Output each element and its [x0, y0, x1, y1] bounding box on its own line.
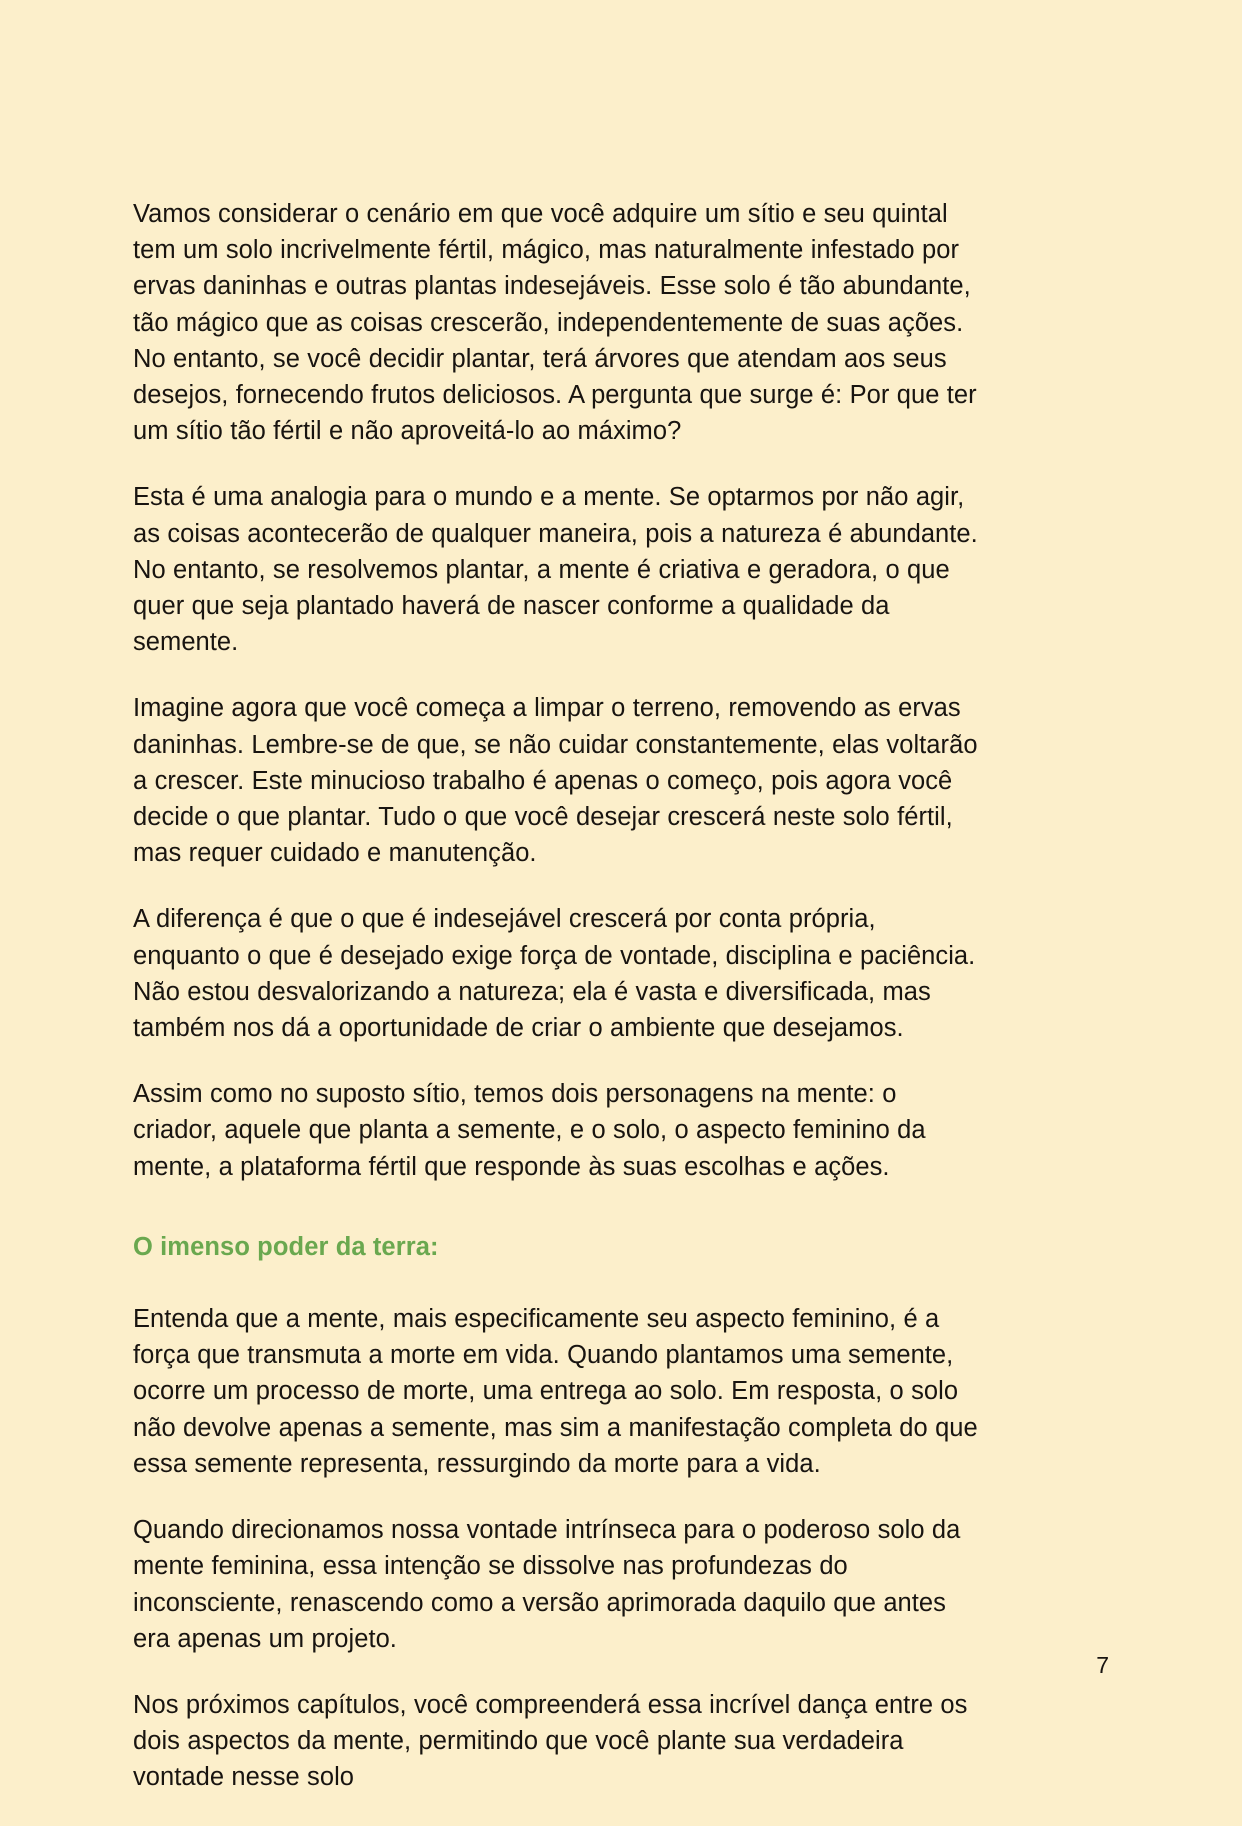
- paragraph-1: Vamos considerar o cenário em que você adquire um sítio e seu quintal tem um solo incrivelmente fértil, mágico, mas naturalmente infestado por ervas daninhas e outras plantas indesejáveis. Esse solo é tão abundante, tão mágico que as coisas crescerão, independentemente de suas ações. No entanto, se você decidir plantar, terá árvores que atendam aos seus desejos, fornecendo frutos deliciosos. A pergunta que surge é: Por que ter um sítio tão fértil e não aproveitá-lo ao máximo?: [133, 200, 977, 446]
- paragraph-6: Entenda que a mente, mais especificamente seu aspecto feminino, é a força que transmuta a morte em vida. Quando plantamos uma semente, ocorre um processo de morte, uma entrega ao solo. Em resposta, o solo não devolve apenas a semente, mas sim a manifestação completa do que essa semente representa, ressurgindo da morte para a vida.: [133, 1305, 978, 1478]
- paragraph-3: Imagine agora que você começa a limpar o terreno, removendo as ervas daninhas. Lembre-se de que, se não cuidar constantemente, elas voltarão a crescer. Este minucioso trabalho é apenas o começo, pois agora você decide o que plantar. Tudo o que você desejar crescerá neste solo fértil, mas requer cuidado e manutenção.: [133, 694, 978, 868]
- paragraph-4: A diferença é que o que é indesejável crescerá por conta própria, enquanto o que é desejado exige força de vontade, disciplina e paciência. Não estou desvalorizando a natureza; ela é vasta e diversificada, mas também nos dá a oportunidade de criar o ambiente que desejamos.: [133, 905, 976, 1043]
- paragraph-8: Nos próximos capítulos, você compreenderá essa incrível dança entre os dois aspectos da mente, permitindo que você plante sua verdadeira vontade nesse solo: [133, 1690, 968, 1792]
- paragraph-7: Quando direcionamos nossa vontade intrínseca para o poderoso solo da mente feminina, essa intenção se dissolve nas profundezas do inconsciente, renascendo como a versão aprimorada daquilo que antes era apenas um projeto.: [133, 1516, 961, 1653]
- document-body: [133, 196, 981, 1826]
- paragraph-5: Assim como no suposto sítio, temos dois personagens na mente: o criador, aquele que planta a semente, e o solo, o aspecto feminino da mente, a plataforma fértil que responde às suas escolhas e ações.: [133, 1080, 926, 1181]
- paragraph-2: Esta é uma analogia para o mundo e a mente. Se optarmos por não agir, as coisas acontecerão de qualquer maneira, pois a natureza é abundante. No entanto, se resolvemos plantar, a mente é criativa e geradora, o que quer que seja plantado haverá de nascer conforme a qualidade da semente.: [133, 483, 978, 657]
- section-heading: O imenso poder da terra:: [133, 1232, 439, 1261]
- page-number: 7: [1096, 1652, 1109, 1678]
